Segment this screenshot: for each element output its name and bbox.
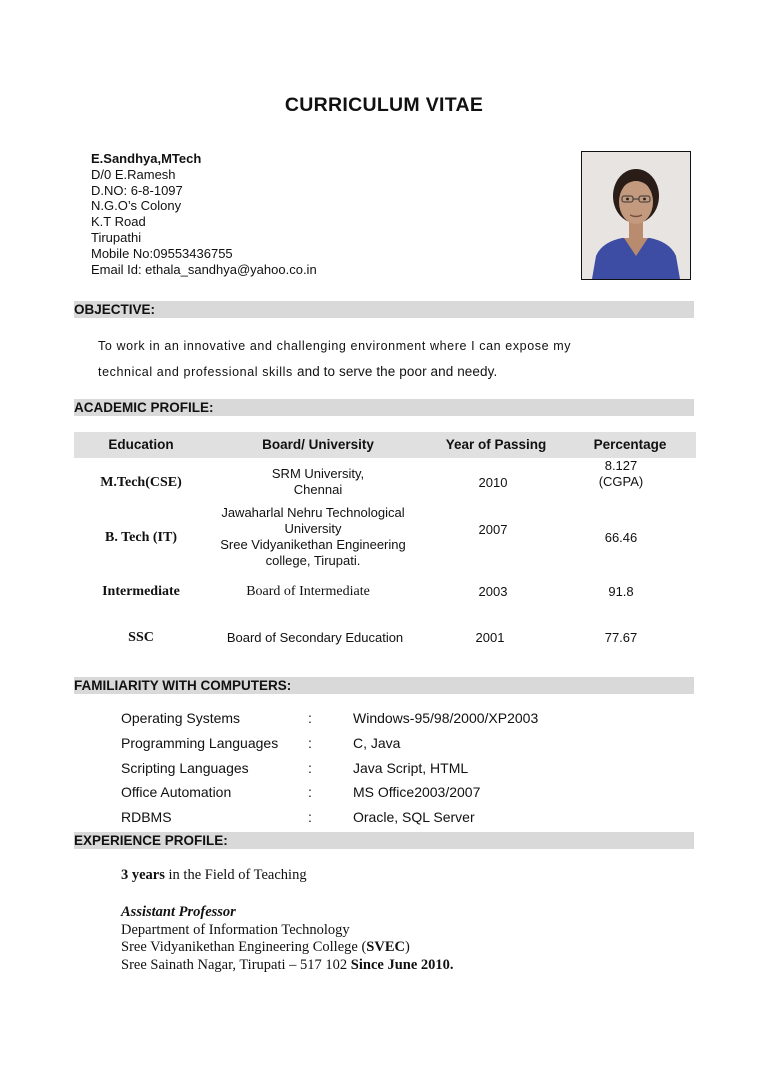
contact-mobile: Mobile No:09553436755	[91, 245, 233, 261]
candidate-name: E.Sandhya,MTech	[91, 151, 202, 166]
contact-line: Tirupathi	[91, 229, 142, 245]
table-cell-board	[200, 505, 426, 569]
job-role: Assistant Professor	[121, 904, 236, 920]
col-header-board: Board/ University	[262, 437, 374, 452]
table-cell-year: 2001	[475, 630, 505, 645]
objective-text	[98, 334, 694, 385]
percentage-line: 8.127	[604, 458, 638, 473]
objective-fragment: technical and professional skills	[98, 365, 293, 379]
objective-line	[98, 359, 694, 385]
table-cell-year: 2010	[478, 475, 508, 490]
section-header-computers: FAMILIARITY WITH COMPUTERS:	[74, 677, 694, 694]
board-line: Jawaharlal Nehru Technological	[221, 505, 405, 520]
table-cell-percentage	[556, 458, 686, 490]
college-paren: )	[404, 939, 410, 956]
job-department: Department of Information Technology	[121, 921, 350, 938]
table-cell-board: Board of Intermediate	[246, 584, 370, 599]
board-line: college, Tirupati.	[265, 553, 361, 568]
contact-line: D.NO: 6-8-1097	[91, 182, 183, 198]
table-cell-year: 2003	[478, 584, 508, 599]
skill-value: Windows-95/98/2000/XP2003	[353, 710, 539, 726]
board-line: SRM University,	[271, 466, 365, 481]
college-name: Sree Vidyanikethan Engineering College (	[121, 939, 367, 956]
skill-row	[121, 784, 681, 804]
skill-label: Office Automation	[121, 784, 232, 800]
job-college	[121, 939, 454, 957]
academic-table-header	[74, 432, 696, 458]
col-header-year: Year of Passing	[445, 437, 547, 452]
skill-value: Java Script, HTML	[353, 760, 469, 776]
board-line: Chennai	[293, 482, 343, 497]
skill-value: MS Office2003/2007	[353, 784, 481, 800]
skill-label: Operating Systems	[121, 710, 241, 726]
contact-line: D/0 E.Ramesh	[91, 166, 176, 182]
table-cell-education: Intermediate	[102, 584, 180, 599]
skill-value: C, Java	[353, 735, 401, 751]
section-header-experience: EXPERIENCE PROFILE:	[74, 832, 694, 849]
skill-row	[121, 809, 681, 829]
job-address	[121, 957, 454, 975]
experience-field: in the Field of Teaching	[164, 867, 307, 883]
section-header-objective: OBJECTIVE:	[74, 301, 694, 318]
contact-line: N.G.O’s Colony	[91, 198, 182, 214]
table-cell-education: M.Tech(CSE)	[100, 475, 182, 490]
table-cell-board	[208, 466, 428, 498]
col-header-percentage: Percentage	[593, 437, 667, 452]
objective-fragment: and to serve the poor and needy.	[296, 364, 498, 379]
job-since: Since June 2010.	[350, 956, 454, 973]
table-cell-year: 2007	[478, 522, 508, 537]
skill-row	[121, 735, 681, 755]
col-header-education: Education	[108, 437, 174, 452]
section-header-academic: ACADEMIC PROFILE:	[74, 399, 694, 416]
contact-email: Email Id: ethala_sandhya@yahoo.co.in	[91, 261, 317, 277]
skill-separator: :	[308, 784, 312, 800]
table-cell-board: Board of Secondary Education	[226, 630, 404, 645]
board-line: Sree Vidyanikethan Engineering	[220, 537, 406, 552]
skill-label: RDBMS	[121, 809, 172, 825]
document-title: CURRICULUM VITAE	[284, 94, 484, 116]
skill-row	[121, 760, 681, 780]
table-cell-percentage: 66.46	[604, 530, 638, 545]
skill-separator: :	[308, 760, 312, 776]
table-cell-education: B. Tech (IT)	[105, 530, 177, 545]
percentage-line: (CGPA)	[598, 474, 644, 489]
skill-label: Programming Languages	[121, 735, 279, 751]
experience-years: 3 years	[121, 867, 165, 883]
skill-separator: :	[308, 809, 312, 825]
table-cell-percentage: 77.67	[604, 630, 638, 645]
experience-summary	[121, 867, 307, 884]
address-text: Sree Sainath Nagar, Tirupati – 517 102	[121, 956, 351, 973]
table-cell-education: SSC	[128, 630, 154, 645]
profile-photo	[581, 151, 691, 280]
skill-label: Scripting Languages	[121, 760, 249, 776]
contact-block	[91, 151, 317, 277]
skill-separator: :	[308, 735, 312, 751]
college-abbr: SVEC	[366, 939, 405, 956]
table-cell-percentage: 91.8	[608, 584, 634, 599]
objective-line: To work in an innovative and challenging environment where I can expose my	[98, 339, 572, 353]
board-line: University	[284, 521, 342, 536]
contact-line: K.T Road	[91, 214, 146, 230]
skill-separator: :	[308, 710, 312, 726]
experience-details	[121, 904, 454, 974]
skill-row	[121, 710, 681, 730]
skill-value: Oracle, SQL Server	[353, 809, 475, 825]
